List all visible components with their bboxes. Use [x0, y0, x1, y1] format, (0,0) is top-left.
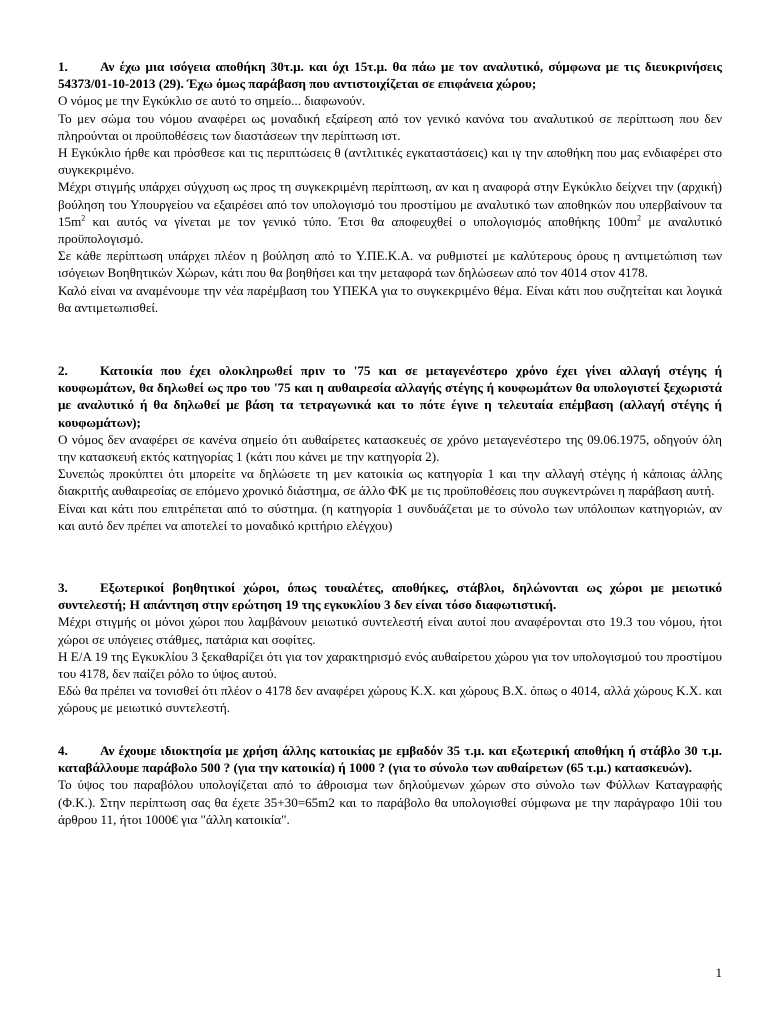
answer-paragraph: Η Ε/Α 19 της Εγκυκλίου 3 ξεκαθαρίζει ότι για τον χαρακτηρισμό ενός αυθαίρετου χώρου για τον υπολογισμού του προστίμου του 4178, δεν παίζει ρόλο το ύψος αυτού. [58, 648, 722, 682]
question-number: 3. [58, 580, 68, 595]
question-heading [58, 742, 722, 776]
question-text: Κατοικία που έχει ολοκληρωθεί πριν το '75 και σε μεταγενέστερο χρόνο έχει γίνει αλλαγή στέγης ή κουφωμάτων, θα δηλωθεί ως προ του '75 και η αυθαιρεσία αλλαγής στέγης ή κουφωμάτων θα υπολογιστεί ξεχωριστά με αναλυτικό ή θα δηλωθεί με βάση τα τετραγωνικά και το πότε έγινε η τελευταία επέμβαση (αλλαγή στέγης ή κουφωμάτων); [58, 363, 722, 430]
answer-paragraph: Σε κάθε περίπτωση υπάρχει πλέον η βούληση από το Υ.ΠΕ.Κ.Α. να ρυθμιστεί με καλύτερους όρους η αντιμετώπιση των ισόγειων Βοηθητικών Χώρων, κάτι που θα βοηθήσει και την μεταφορά των δηλώσεων από τον 4014 στον 4178. [58, 248, 722, 281]
answer-paragraph: Μέχρι στιγμής οι μόνοι χώροι που λαμβάνουν μειωτικό συντελεστή είναι αυτοί που αναφέρονται στο 19.3 του νόμου, ήτοι χώροι σε υπόγειες στάθμες, πατάρια και σοφίτες. [58, 614, 722, 647]
answer-paragraph: Καλό είναι να αναμένουμε την νέα παρέμβαση του ΥΠΕΚΑ για το συγκεκριμένο θέμα. Είναι κάτι που συζητείται και λογικά θα αντιμετωπισθεί. [58, 282, 722, 315]
answer-paragraph: Είναι και κάτι που επιτρέπεται από το σύστημα. (η κατηγορία 1 συνδυάζεται με το σύνολο των υπόλοιπων κατηγοριών, αν και αυτό δεν πρέπει να αποτελεί το μοναδικό κριτήριο ελέγχου) [58, 500, 722, 533]
page-number: 1 [715, 965, 722, 980]
question-number: 4. [58, 743, 68, 758]
answer-paragraph: Το ύψος του παραβόλου υπολογίζεται από το άθροισμα των δηλούμενων χώρων στο σύνολο των Φύλλων Καταγραφής (Φ.Κ.). Στην περίπτωση σας θα έχετε 35+30=65m2 και το παράβολο θα υπολογισθεί σύμφωνα με την παράγραφο 10ii του άρθρου 11, ήτοι 1000€ για "άλλη κατοικία". [58, 777, 722, 827]
question-text: Εξωτερικοί βοηθητικοί χώροι, όπως τουαλέτες, αποθήκες, στάβλοι, δηλώνονται ως χώροι με μειωτικό συντελεστή; Η απάντηση στην ερώτηση 19 της εγκυκλίου 3 δεν είναι τόσο διαφωτιστική. [58, 580, 722, 613]
answer-paragraph: Το μεν σώμα του νόμου αναφέρει ως μοναδική εξαίρεση από τον γενικό κανόνα του αναλυτικού σε περίπτωση που δεν πληρούνται οι προϋποθέσεις των διαστάσεων την περίπτωση ιστ. [58, 110, 722, 143]
answer-text-part: με αναλυτικό προϋπολογισμό. [58, 213, 722, 247]
question-text: Αν έχω μια ισόγεια αποθήκη 30τ.μ. και όχι 15τ.μ. θα πάω με τον αναλυτικό, σύμφωνα με τις διευκρινήσεις 54373/01-10-2013 (29). Έχω όμως παράβαση που αντιστοιχίζεται σε επιφάνεια χώρου; [58, 59, 722, 92]
answer-paragraph: Η Εγκύκλιο ήρθε και πρόσθεσε και τις περιπτώσεις θ (αντλιτικές εγκαταστάσεις) και ιγ την αποθήκη που μας ενδιαφέρει στο συγκεκριμένο. [58, 145, 722, 178]
question-number: 1. [58, 59, 68, 74]
question-heading [58, 579, 722, 613]
answer-paragraph: Συνεπώς προκύπτει ότι μπορείτε να δηλώσετε τη μεν κατοικία ως κατηγορία 1 και την αλλαγή στέγης ή κάποιας άλλης διακριτής αυθαιρεσίας σε επόμενο χρονικό διάστημα, σε άλλο ΦΚ με τις προϋποθέσεις που συγκεντρώνει η παράβαση αυτή. [58, 466, 722, 499]
answer-text-part: και αυτός να γίνεται με τον γενικό τύπο. Έτσι θα αποφευχθεί ο υπολογισμός αποθήκης 100m [85, 213, 638, 229]
qa-section-4 [58, 742, 722, 828]
qa-section-2 [58, 362, 722, 534]
answer-text-part: Μέχρι στιγμής υπάρχει σύγχυση ως προς τη συγκεκριμένη περίπτωση, αν και η αναφορά στην Εγκύκλιο δείχνει την (αρχική) βούληση του Υπουργείου να εξαιρέσει από τον υπολογισμό του προστίμου με αναλυτικό των αποθηκών που υπερβαίνουν τα 15m [58, 179, 722, 229]
question-number: 2. [58, 363, 68, 378]
superscript: 2 [637, 213, 642, 223]
qa-section-3 [58, 579, 722, 717]
question-heading [58, 362, 722, 431]
answer-paragraph [58, 178, 722, 247]
answer-paragraph: Ο νόμος με την Εγκύκλιο σε αυτό το σημείο... διαφωνούν. [58, 93, 366, 109]
answer-paragraph: Ο νόμος δεν αναφέρει σε κανένα σημείο ότι αυθαίρετες κατασκευές σε χρόνο μεταγενέστερο της 09.06.1975, οδηγούν όλη την κατασκευή εκτός κατηγορίας 1 (κάτι που κάνει με την κατηγορία 2). [58, 431, 722, 465]
answer-paragraph: Εδώ θα πρέπει να τονισθεί ότι πλέον ο 4178 δεν αναφέρει χώρους Κ.Χ. και χώρους Β.Χ. όπως ο 4014, αλλά χώρους Κ.Χ. και χώρους με μειωτικό συντελεστή. [58, 683, 722, 716]
superscript: 2 [81, 213, 86, 223]
question-heading [58, 58, 722, 92]
qa-section-1 [58, 58, 722, 316]
question-text: Αν έχουμε ιδιοκτησία με χρήση άλλης κατοικίας με εμβαδόν 35 τ.μ. και εξωτερική αποθήκη ή στάβλο 30 τ.μ. καταβάλλουμε παράβολο 500 ? (για την κατοικία) ή 1000 ? (για το σύνολο των αυθαίρετων (65 τ.μ.) κατασκευών). [58, 743, 722, 776]
